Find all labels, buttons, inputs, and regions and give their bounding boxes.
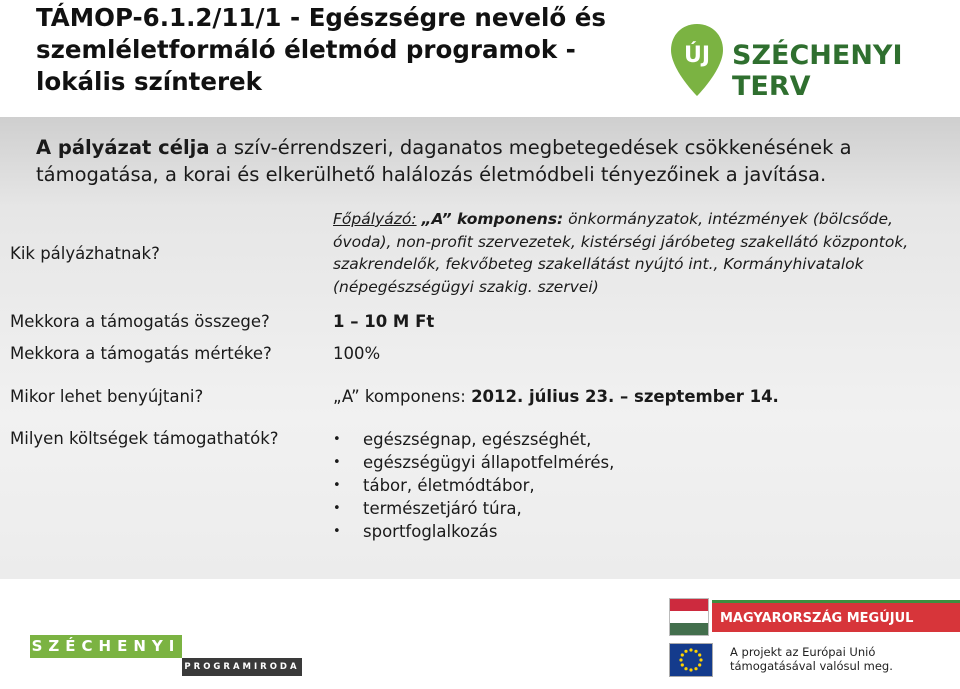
magyarorszag-megujul-banner: MAGYARORSZÁG MEGÚJUL	[712, 600, 960, 632]
list-item: • egészségügyi állapotfelmérés,	[333, 451, 614, 474]
applicant-text: önkormányzatok, intézmények (bölcsőde, óvoda), non-profit szervezetek, kistérségi járóbeteg szakellátó központok, szakrendelők, fekvőbeteg szakellátást nyújtó int., Kormányhivatalok (népegészségügyi szakig. szervei)	[333, 210, 909, 296]
uj-logo-icon	[668, 22, 726, 98]
deadline-dates: 2012. július 23. – szeptember 14.	[471, 387, 779, 406]
deadline-answer	[333, 386, 779, 408]
szechenyi-logo: SZÉCHENYI	[30, 635, 182, 658]
list-item: • tábor, életmódtábor,	[333, 474, 614, 497]
rate-question: Mekkora a támogatás mértéke?	[10, 344, 272, 363]
list-item: • egészségnap, egészséghét,	[333, 428, 614, 451]
who-question: Kik pályázhatnak?	[10, 244, 160, 263]
uj-logo-badge: ÚJ	[683, 43, 711, 68]
applicant-description	[333, 208, 953, 298]
costs-question: Milyen költségek támogathatók?	[10, 429, 279, 448]
amount-answer: 1 – 10 M Ft	[333, 312, 435, 331]
programiroda-logo: PROGRAMIRODA	[182, 658, 302, 676]
szechenyi-terv-logo-text: SZÉCHENYI TERV	[732, 40, 903, 102]
aim-lead: A pályázat célja	[36, 136, 210, 159]
eu-flag-icon	[669, 643, 713, 677]
rate-answer: 100%	[333, 344, 381, 363]
amount-question: Mekkora a támogatás összege?	[10, 312, 270, 331]
eu-support-text: A projekt az Európai Unió támogatásával valósul meg.	[730, 645, 893, 673]
deadline-component: „A” komponens:	[333, 387, 472, 406]
aim-paragraph	[36, 134, 936, 188]
deadline-question: Mikor lehet benyújtani?	[10, 387, 204, 406]
costs-list	[333, 428, 614, 543]
hungarian-flag-icon	[669, 598, 709, 636]
applicant-label: Főpályázó:	[333, 210, 417, 228]
list-item: • természetjáró túra,	[333, 497, 614, 520]
list-item: • sportfoglalkozás	[333, 520, 614, 543]
aim-text: a szív-érrendszeri, daganatos megbetegedések csökkenésének a támogatása, a korai és elkerülhető halálozás életmódbeli tényezőinek a javítása.	[36, 136, 852, 186]
slide-title: TÁMOP-6.1.2/11/1 - Egészségre nevelő és szemléletformáló életmód programok - lokális színterek	[36, 3, 606, 96]
component-label: „A” komponens:	[421, 210, 564, 228]
